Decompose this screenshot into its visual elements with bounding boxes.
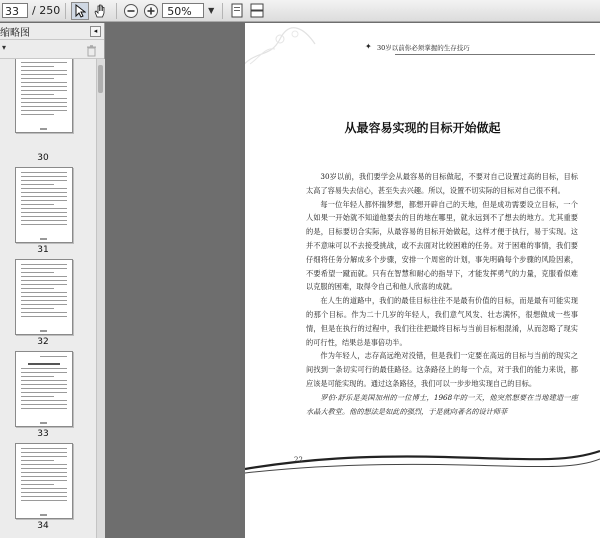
page-thumbnail-current[interactable] [15,351,73,427]
butterfly-icon: ✦ [365,42,372,51]
select-cursor-icon[interactable] [71,2,89,20]
pdf-page [245,23,600,538]
panel-toolbar [0,40,104,59]
paragraph: 作为年轻人，志存高远绝对没错，但是我们一定要在高远的目标与当前的现实之间找到一条切实可行的最佳路径。这条路径上的每一个点，对于我们的能力来说，都应该是可能实现的。通过这条路径，我们可以一步步地实现自己的目标。 [306,351,578,388]
panel-title: 缩略图 [0,27,30,39]
zoom-out-icon[interactable] [122,2,140,20]
scrollbar[interactable] [96,59,105,538]
panel-header [0,23,104,40]
document-viewport[interactable] [105,23,600,538]
zoom-input[interactable]: 50% [162,3,204,18]
thumbnails-panel [0,23,105,538]
page-thumbnail[interactable] [15,259,73,335]
collapse-panel-button[interactable]: ◂ [90,26,101,37]
thumbnail-label: 30 [37,153,49,163]
toolbar-divider [65,3,66,19]
toolbar [0,0,600,22]
italic-paragraph: 罗伯·舒乐是美国加州的一位博士，1968年的一天，他突然想要在当地建造一座水晶大教堂。他的想法是如此的强烈，于是就向著名的设计师菲 [306,392,578,416]
page-thumbnail[interactable] [15,167,73,243]
thumbnail-label: 34 [37,521,49,531]
page-number-input[interactable]: 33 [2,3,28,18]
running-head: 30岁以前你必须掌握的生存技巧 [377,44,470,52]
toolbar-divider [116,3,117,19]
paragraph: 每一位年轻人都怀揣梦想，都想开辟自己的天地，但是成功需要设立目标，一个人如果一开始就不知道他要去的目的地在哪里，就永远到不了想去的地方。尤其重要的是，目标要切合实际，从最容易的目标开始做起，这样才便于执行，易于实现。这并不意味可以不去接受挑战，或不去面对比较困难的任务。对于困难的事情，我们要仔细将任务分解成多个步骤，安排一个周密的计划，事先明确每个步骤的风险因素，不要希望一蹴而就。只有在智慧和耐心的指导下，才能发挥勇气的力量，克服看似难以克服的困难，取得令自己和他人欣喜的成就。 [306,199,578,292]
hand-tool-icon[interactable] [91,2,109,20]
page-number: 22 [294,456,303,464]
page-thumbnail[interactable] [15,59,73,133]
paragraph: 30岁以前，我们要学会从最容易的目标做起，不要对自己设置过高的目标，目标太高了容易失去信心，甚至失去兴趣。所以，设置不切实际的目标对自己很不利。 [306,172,578,195]
thumbnail-label: 33 [37,429,49,439]
floral-decoration [245,23,355,79]
thumbnail-list [0,59,96,538]
chevron-down-icon[interactable]: ▼ [208,6,215,15]
two-page-icon[interactable] [248,2,266,20]
page-total-label: / 250 [32,4,61,17]
chapter-title: 从最容易实现的目标开始做起 [344,121,501,135]
page-fit-icon[interactable] [228,2,246,20]
thumbnail-label: 32 [37,337,49,347]
zoom-in-icon[interactable] [142,2,160,20]
page-thumbnail[interactable] [15,443,73,519]
paragraph: 在人生的道路中，我们的最佳目标往往不是最有价值的目标，而是最有可能实现的那个目标。作为二十几岁的年轻人，我们意气风发、壮志满怀，很想做成一些事情，但是在执行的过程中，我们往往把最终目标与当前目标相混淆，从而忽略了现实的可行性，结果总是事倍功半。 [306,296,578,347]
body-text [306,170,578,418]
toolbar-divider [222,3,223,19]
header-rule [395,54,595,55]
scrollbar-thumb[interactable] [98,65,103,93]
options-menu-icon[interactable]: ▾ [2,43,7,52]
thumbnail-label: 31 [37,245,49,255]
